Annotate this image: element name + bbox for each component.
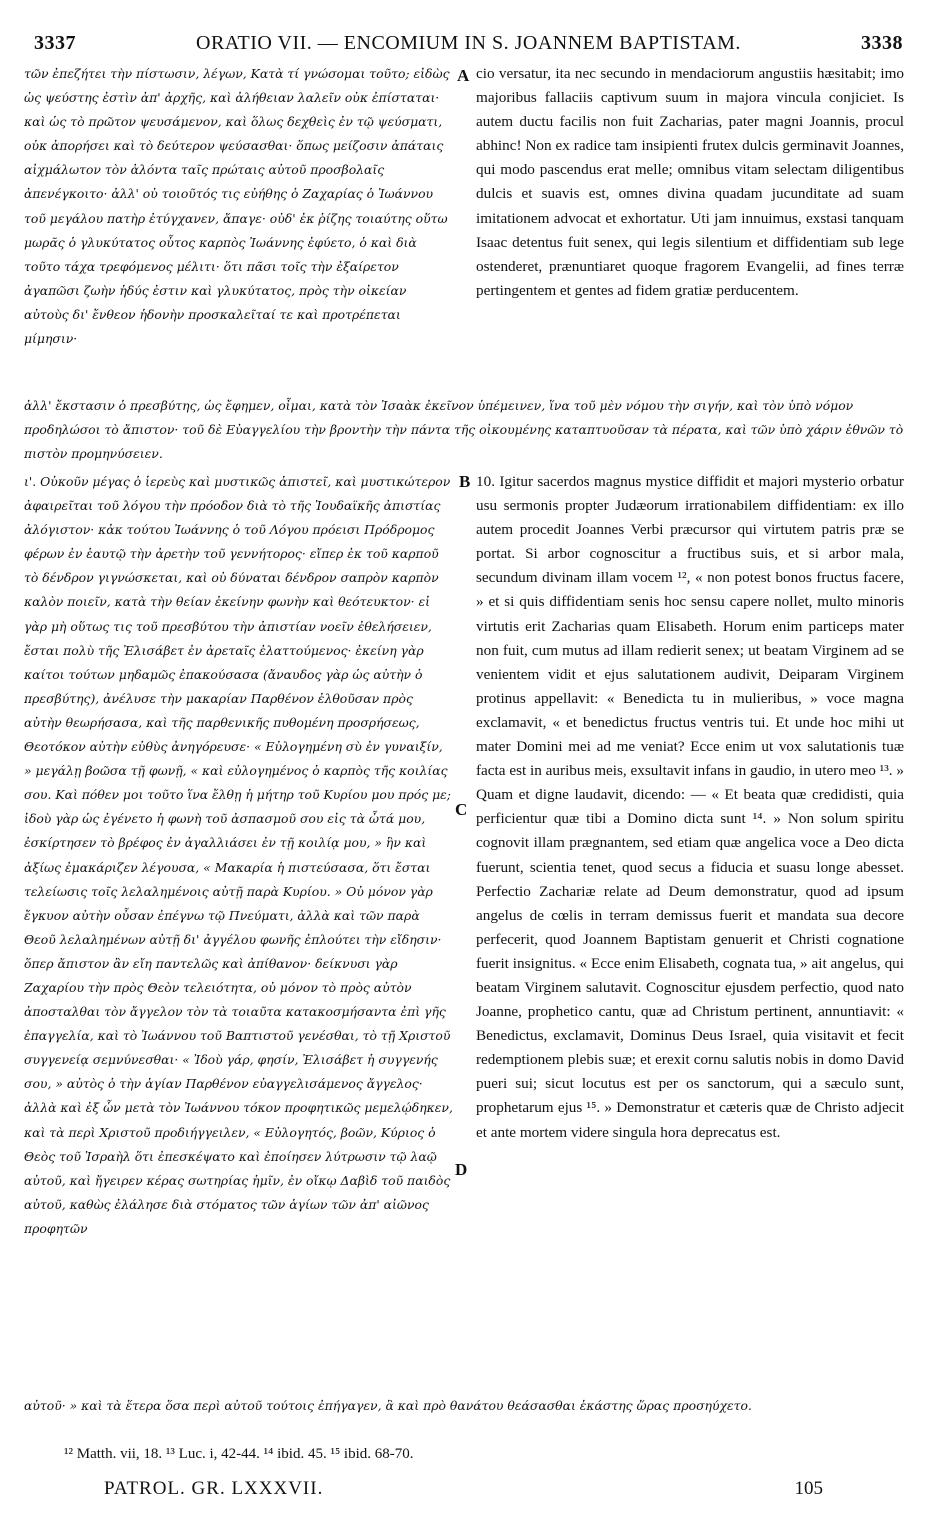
greek-fullwidth-1 (24, 394, 907, 468)
greek-fullwidth-text-1: ἀλλ' ἔκστασιν ὁ πρεσβύτης, ὡς ἔφημεν, οἶμαι, κατὰ τὸν Ἰσαὰκ ἐκεῖνον ὑπέμεινεν, ἵνα τοῦ μὲν νόμου τὴν σιγήν, καὶ τὸν ὑπὸ νόμον προδηλώσοι τὸ ἄπιστον· τοῦ δὲ Εὐαγγελίου τὴν βροντὴν τὴν πάντα τῆς οἰκουμένης καταπτυοῦσαν τὰ πέρατα, καὶ τῶν ὑπὸ χάριν ἐθνῶν τὸ πιστὸν προμηνύσειεν. (24, 398, 904, 462)
margin-marker-c: C (455, 800, 468, 819)
running-title: ORATIO VII. — ENCOMIUM IN S. JOANNEM BAPTISTAM. (196, 32, 741, 54)
greek-column-1 (24, 62, 454, 390)
latin-column-1 (476, 62, 904, 390)
page-number-left: 3337 (34, 32, 76, 54)
latin-text-2: 10. Igitur sacerdos magnus mystice diffidit et majori mysterio orbatur usu sermonis propter Judæorum irrationabilem diffidentiam: ex illo autem procedit Joannes Verbi præcursor qui virtutem patris præ se portat. Si arbor cognoscitur a fructibus suis, et si arbor mala, secundum divinam illam vocem ¹², « non potest bonos fructus facere, » et si quis diffidentiam senis hoc sensu capere nollet, multo minoris virtutis erit Zacharias quam Elisabeth. Horum enim particeps mater non fuit, cum mutus ad illam redierit senex; ut beatam Virginem ad se venientem vidit et ejus salutationem audivit, Deiparam Virginem protinus appellavit: « Benedicta tu in mulieribus, » voce magna exclamavit, « et benedictus fructus ventris tui. Et unde hoc mihi ut mater Domini mei ad me veniat? Ecce enim ut vox salutationis tuæ facta est in auribus meis, exsultavit infans in gaudio, in utero meo ¹³. » Quam et digne laudavit, dicendo: — « Et beata quæ credidisti, quia perficientur quæ tibi a Domino dicta sunt ¹⁴. » Non solum spiritu cognovit illam prægnantem, sed etiam quæ angelica voce a Deo dicta fuerunt, scientia tenet, quod secus a fiducia et suasu longe abesset. Perfectio Zachariæ relate ad Deum demonstratur, quod ad ipsum angelus de cœlis in terram demissus fuerit et mandata sua decore perfecerit, quod Joannem Baptistam genuerit et Christi cognatione fuerit insignitus. « Ecce enim Elisabeth, cognata tua, » ait angelus, qui beatam Virginem salutavit. Cognoscitur ejusdem perfectio, quod nato Joanne, prophetico cantu, quæ ad Christum pertinent, annuntiavit: « Benedictus, exclamavit, Dominus Deus Israel, quia visitavit et fecit redemptionem plebis suæ; et erexit cornu salutis nobis in domo David pueri sui; sicut locutus est per os sanctorum, qui a sæculo sunt, prophetarum ejus ¹⁵. » Demonstratur et cæteris quæ de Christo adjecit et ante mortem videre singula hora deprecatus est. (476, 473, 904, 1141)
margin-marker-b: B (459, 472, 471, 491)
running-header (34, 32, 903, 62)
footnotes: ¹² Matth. vii, 18. ¹³ Luc. i, 42-44. ¹⁴ ibid. 45. ¹⁵ ibid. 68-70. (64, 1446, 414, 1462)
greek-text-2: ι'. Οὐκοῦν μέγας ὁ ἱερεὺς καὶ μυστικῶς ἀπιστεῖ, καὶ μυστικώτερον ἀφαιρεῖται τοῦ λόγου τὴν πρόοδον διὰ τὸ τῆς Ἰουδαϊκῆς ἀπιστίας ἀλόγιστον· κἀκ τούτου Ἰωάννης ὁ τοῦ Λόγου πρόεισι Πρόδρομος φέρων ἐν ἑαυτῷ τὴν ἀρετὴν τοῦ γεννήτορος· εἴπερ ἐκ τοῦ καρποῦ τὸ δένδρον γιγνώσκεται, καὶ οὐ δύναται δένδρον σαπρὸν καρπὸν καλὸν ποιεῖν, κατὰ τὴν θείαν ἐκείνην φωνὴν καὶ θεότευκτον· εἰ γὰρ μὴ οὕτως τις τοῦ πρεσβύτου τὴν ἀπιστίαν νοεῖν ἐθελήσειεν, ἔσται πολὺ τῆς Ἐλισάβετ ἐν ἀρεταῖς ἐλαττούμενος· ἐκείνη γὰρ καίτοι τούτων μηδαμῶς ἐπακούσασα (ἄναυδος γὰρ ὡς αὐτὴν ὁ πρεσβύτης), ἀνέλυσε τὴν μακαρίαν Παρθένον ἐλθοῦσαν πρὸς αὐτὴν θεωρήσασα, καὶ τῆς παρθενικῆς πυθομένη προσρήσεως, Θεοτόκον αὐτὴν εὐθὺς ἀνηγόρευσε· « Εὐλογημένη σὺ ἐν γυναιξίν, » μεγάλῃ βοῶσα τῇ φωνῇ, « καὶ εὐλογημένος ὁ καρπὸς τῆς κοιλίας σου. Καὶ πόθεν μοι τοῦτο ἵνα ἔλθῃ ἡ μήτηρ τοῦ Κυρίου μου πρός με; ἰδοὺ γὰρ ὡς ἐγένετο ἡ φωνὴ τοῦ ἀσπασμοῦ σου εἰς τὰ ὦτά μου, ἐσκίρτησεν τὸ βρέφος ἐν ἀγαλλιάσει ἐν τῇ κοιλίᾳ μου, » ἣν καὶ ἀξίως ἐμακάριζεν λέγουσα, « Μακαρία ἡ πιστεύσασα, ὅτι ἔσται τελείωσις τοῖς λελαλημένοις αὐτῇ παρὰ Κυρίου. » Οὐ μόνον γὰρ ἔγκυον αὐτὴν οὖσαν ἐπέγνω τῷ Πνεύματι, ἀλλὰ καὶ τῶν παρὰ Θεοῦ λελαλημένων αὐτῇ δι' ἀγγέλου φωνῆς ἐπλούτει τὴν εἴδησιν· ὅπερ ἄπιστον ἂν εἴη παντελῶς καὶ ἀπίθανον· δείκνυσι γὰρ Ζαχαρίου τὴν πρὸς Θεὸν τελειότητα, οὐ μόνον τὸ πρὸς αὐτὸν ἀποσταλθαι τὸν ἄγγελον τὸν τὰ τοιαῦτα κατακοσμήσαντα ἐπὶ γῆς ἐπαγγελία, καὶ τὸ Ἰωάννου τοῦ Βαπτιστοῦ γενέσθαι, τὸ τῇ Χριστοῦ συγγενείᾳ σεμνύνεσθαι· « Ἰδοὺ γάρ, φησίν, Ἐλισάβετ ἡ συγγενής σου, » αὐτὸς ὁ τὴν ἁγίαν Παρθένον εὐαγγελισάμενος ἄγγελος· ἀλλὰ καὶ ἐξ ὧν μετὰ τὸν Ἰωάννου τόκον προφητικῶς μεμελῴδηκεν, καὶ τὰ περὶ Χριστοῦ προδιήγγειλεν, « Εὐλογητός, βοῶν, Κύριος ὁ Θεὸς τοῦ Ἰσραὴλ ὅτι ἐπεσκέψατο καὶ ἐποίησεν λύτρωσιν τῷ λαῷ αὐτοῦ, καὶ ἤγειρεν κέρας σωτηρίας ἡμῖν, ἐν οἴκῳ Δαβὶδ τοῦ παιδὸς αὐτοῦ, καθὼς ἐλάλησε διὰ στόματος τῶν ἁγίων τῶν ἀπ' αἰῶνος προφητῶν (24, 474, 453, 1236)
greek-column-2 (24, 470, 454, 1414)
footer-series: PATROL. GR. LXXXVII. (104, 1478, 324, 1499)
page-footer (104, 1478, 823, 1506)
latin-text-1: cio versatur, ita nec secundo in mendaciorum angustiis hæsitabit; imo majoribus fallaciis captivum suum in majora vincula conjiciet. Is autem ductu facilis non fuit Zacharias, pater magni Joannis, procul abhinc! Non ex radice tam insipienti frutex dulcis germinavit Joannes, qui modo pascendus erat melle; omnibus vitam selectam diligentibus dulcis et suavis est, omnes divina quadam jucunditate ad suam imitationem advocat et exhortatur. Uti jam innuimus, exstasi tanquam Isaac detentus fuit senex, qui legis silentium et diffidentiam sub lege ostenderet, prænuntiaret quoque fragorem Evangelii, ad fines terræ pertingentem et gentes ad fidem gratiæ perducentem. (476, 65, 904, 299)
margin-marker-a: A (457, 66, 470, 85)
page-number-right: 3338 (861, 32, 903, 54)
greek-fullwidth-text-2: αὐτοῦ· » καὶ τὰ ἕτερα ὅσα περὶ αὐτοῦ τούτοις ἐπήγαγεν, ἃ καὶ πρὸ θανάτου θεάσασθαι ἑκάστης ὥρας προσηύχετο. (24, 1398, 752, 1413)
greek-text-1: τῶν ἐπεζήτει τὴν πίστωσιν, λέγων, Κατὰ τί γνώσομαι τοῦτο; εἰδὼς ὡς ψεύστης ἐστὶν ἀπ' ἀρχῆς, καὶ ἀλήθειαν λαλεῖν οὐκ ἐπίσταται· καὶ ὡς τὸ πρῶτον ψευσάμενον, καὶ ὅλως δεχθεὶς ἐν τῷ ψεύσματι, οὐκ ἀπορήσει καὶ τὸ δεύτερον ψεύσασθαι· ὅπως μείζοσιν ἀπάταις αἰχμάλωτον τὸν ἁλόντα ταῖς πρώταις αὐτοῦ προσβολαῖς ἀπενέγκοιτο· ἀλλ' οὐ τοιοῦτός τις εὐήθης ὁ Ζαχαρίας ὁ Ἰωάννου τοῦ μεγάλου πατὴρ ἐτύγχανεν, ἄπαγε· οὐδ' ἐκ ῥίζης τοιαύτης οὕτω μωρᾶς ὁ γλυκύτατος οὗτος καρπὸς Ἰωάννης ἐφύετο, ὁ καὶ διὰ τοῦτο τάχα τρεφόμενος μέλιτι· ὅτι πᾶσι τοῖς τὴν ἐξαίρετον ἀγαπῶσι ζωὴν ἡδύς ἐστιν καὶ γλυκύτατος, πρὸς τὴν οἰκείαν αὐτοὺς δι' ἔνθεον ἡδονὴν προσκαλεῖταί τε καὶ προτρέπεται μίμησιν· (24, 66, 450, 347)
greek-fullwidth-2 (24, 1394, 907, 1444)
latin-column-2 (476, 470, 904, 1414)
footer-page-number: 105 (794, 1478, 823, 1499)
margin-marker-d: D (455, 1160, 468, 1179)
